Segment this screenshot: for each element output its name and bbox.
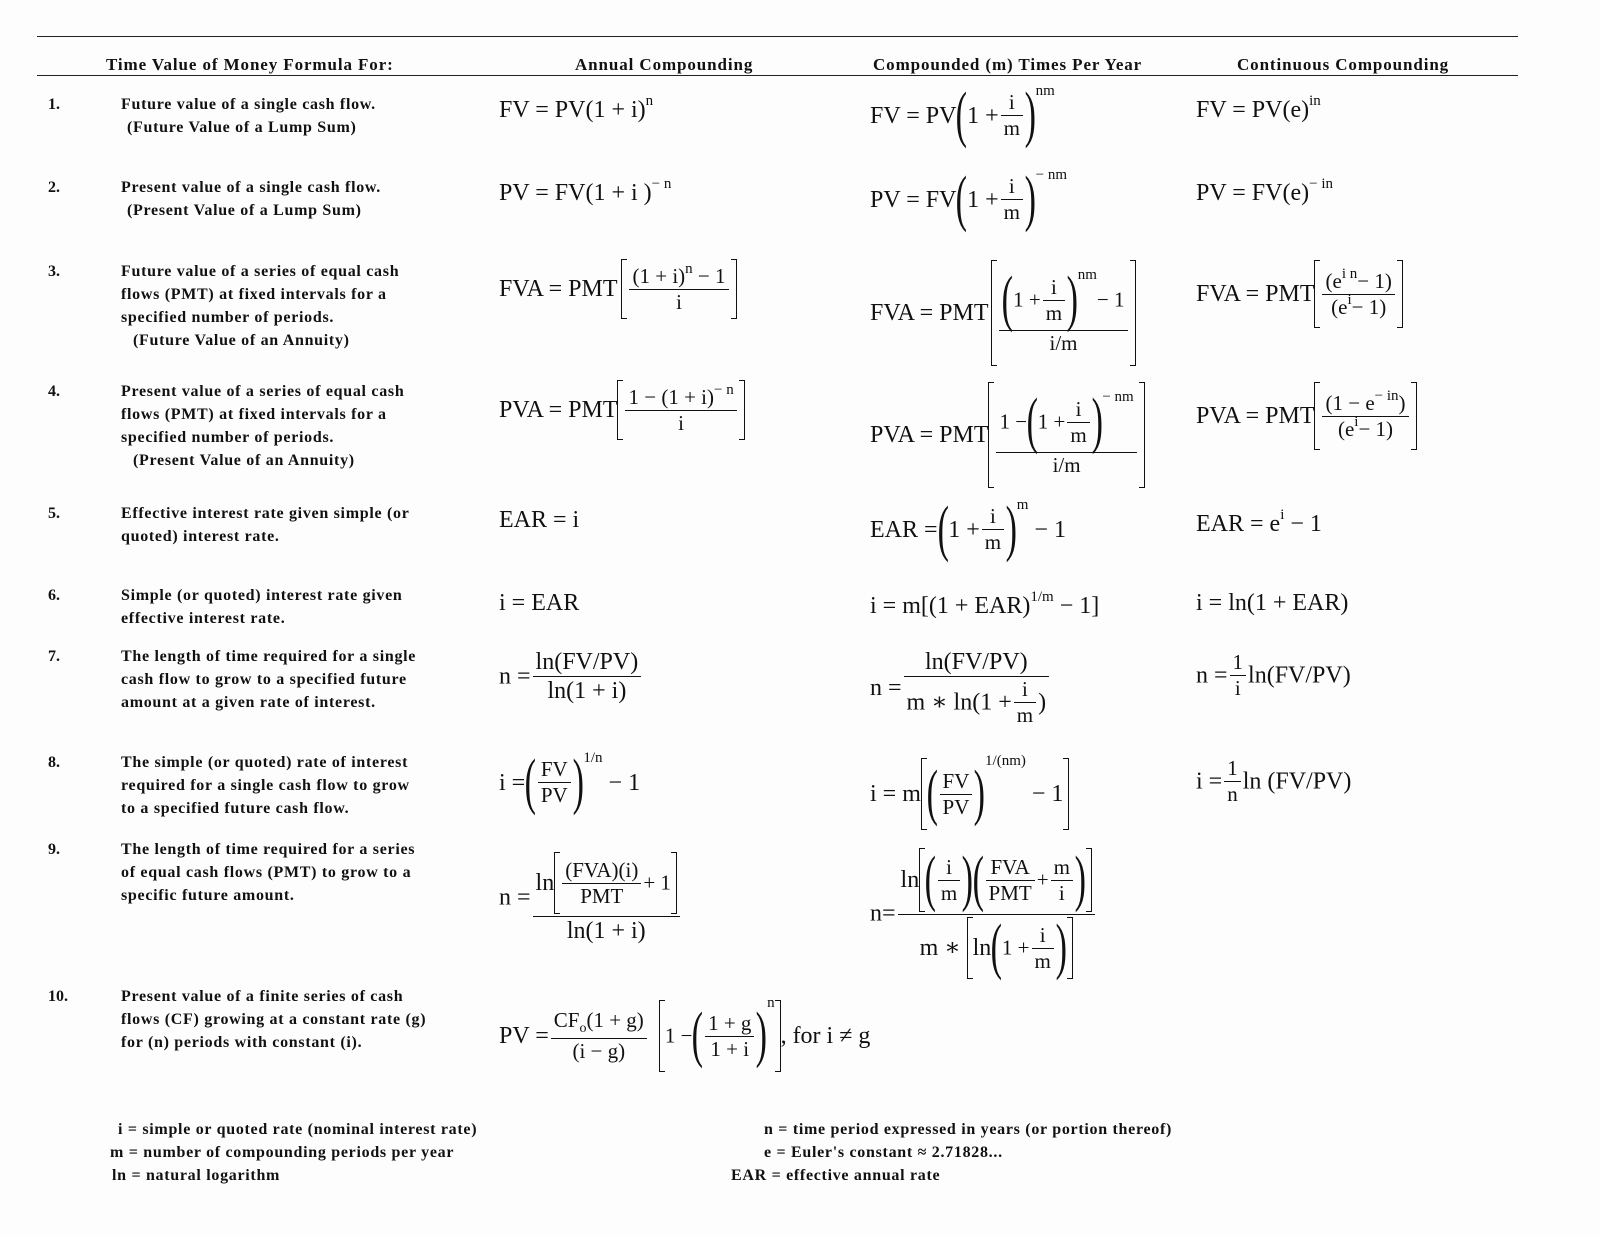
formula-annual: EAR = i	[499, 507, 580, 533]
row-description: Effective interest rate given simple (or quoted) interest rate.	[121, 505, 410, 545]
row-number: 8.	[48, 754, 60, 771]
legend-e: e = Euler's constant ≈ 2.71828...	[764, 1144, 1003, 1161]
legend-n: n = time period expressed in years (or portion thereof)	[764, 1121, 1173, 1138]
header-rule	[37, 75, 1518, 76]
formula-continuous: EAR = $e^i - 1$	[1196, 507, 1322, 537]
formula-annual: i = EAR	[499, 590, 580, 616]
formula-continuous: PV = $FV(e)^{- in}$	[1196, 176, 1333, 206]
formula-m-times: i = m[(1 + EAR)$^{1/m}$ − 1]	[870, 589, 1100, 619]
formula-m-times: PV = FV(1 + $\frac{i}{m}$ )$^{- nm}$	[870, 165, 1068, 233]
row-description: Present value of a single cash flow. (Present Value of a Lump Sum)	[121, 179, 382, 219]
legend-ln: ln = natural logarithm	[112, 1167, 281, 1184]
header-annual: Annual Compounding	[575, 55, 754, 74]
row-number: 1.	[48, 96, 60, 113]
row-description: Future value of a series of equal cash flows (PMT) at fixed intervals for a specified number of periods. (Future Value of an Annuity)	[121, 263, 400, 349]
legend-m: m = number of compounding periods per year	[110, 1144, 455, 1161]
row-number: 7.	[48, 648, 60, 665]
formula-annual: FV = $PV(1 + i)^n$	[499, 93, 654, 123]
formula-continuous: PVA = PMT $\frac{(1 - e^{- in})}{(e^i- 1)}$	[1196, 382, 1417, 450]
row-description: The length of time required for a series of equal cash flows (PMT) to grow to a specific future amount.	[121, 841, 416, 904]
formula-annual: i =( $\frac{FV}{PV}$ )$^{1/n}$ − 1	[499, 748, 641, 816]
formula-annual: PV = $\frac{CF_o(1 + g)}{(i - g)}$ 1 −( $\frac{1 + g}{1 + i}$ )$^n$, for i ≠ g	[499, 1000, 870, 1072]
header-formula-for: Time Value of Money Formula For:	[106, 55, 394, 74]
formula-m-times: PVA = PMT 1 −(1 + $\frac{i}{m}$ )$^{- nm}$ i/m	[870, 382, 1145, 488]
formula-m-times: EAR =(1 + $\frac{i}{m}$ )$^m$ − 1	[870, 495, 1066, 563]
row-description: Future value of a single cash flow. (Future Value of a Lump Sum)	[121, 96, 376, 136]
header-m-times: Compounded (m) Times Per Year	[873, 55, 1143, 74]
row-number: 2.	[48, 179, 60, 196]
row-description: Present value of a finite series of cash flows (CF) growing at a constant rate (g) for (n) periods with constant (i).	[121, 988, 427, 1051]
legend-i: i = simple or quoted rate (nominal interest rate)	[118, 1121, 478, 1138]
formula-m-times: i = m( $\frac{FV}{PV}$ )$^{1/(nm)}$ − 1	[870, 758, 1069, 830]
row-description: The length of time required for a single cash flow to grow to a specified future amount at a given rate of interest.	[121, 648, 417, 711]
header-continuous: Continuous Compounding	[1237, 55, 1450, 74]
row-number: 3.	[48, 263, 60, 280]
formula-annual: n = $\frac{\ln(FV/PV)}{\ln(1 + i)}$	[499, 650, 643, 703]
formula-annual: n = ln $\frac{\text{(FVA)(i)}}{\text{PMT}}$ + 1 ln(1 + i)	[499, 852, 682, 943]
legend-ear: EAR = effective annual rate	[731, 1167, 941, 1184]
formula-m-times: FVA = PMT (1 + $\frac{i}{m}$ )$^{nm}$− 1 i/m	[870, 260, 1136, 366]
top-rule	[37, 36, 1518, 37]
formula-continuous: FVA = PMT $\frac{(e^{i n}- 1)}{(e^i- 1)}$	[1196, 260, 1403, 328]
formula-annual: PVA = PMT $\frac{1 - (1 + i)^{- n}}{i}$	[499, 380, 745, 440]
row-description: Simple (or quoted) interest rate given effective interest rate.	[121, 587, 403, 627]
row-number: 6.	[48, 587, 60, 604]
row-number: 10.	[48, 988, 68, 1005]
formula-m-times: n= ln( $\frac{i}{m}$ )( $\frac{\text{FVA}}{\text{PMT}}$ + $\frac{m}{i}$ ) m ∗ ln(1 + $\frac{i}{m}$ )	[870, 848, 1097, 979]
formula-m-times: FV = PV(1 + $\frac{i}{m}$ )$^{nm}$	[870, 81, 1055, 149]
formula-continuous: i = $\frac{1}{n}$ ln (FV/PV)	[1196, 756, 1352, 806]
formula-annual: FVA = PMT $\frac{(1 + i)^n - 1}{i}$	[499, 259, 737, 319]
formula-annual: PV = FV(1 + i )$^{- n}$	[499, 176, 672, 206]
row-description: Present value of a series of equal cash flows (PMT) at fixed intervals for a specified number of periods. (Present Value of an Annuity)	[121, 383, 405, 469]
row-number: 9.	[48, 841, 60, 858]
row-description: The simple (or quoted) rate of interest required for a single cash flow to grow to a specified future cash flow.	[121, 754, 410, 817]
formula-continuous: FV = $PV(e)^{in}$	[1196, 93, 1321, 123]
formula-m-times: n = ln(FV/PV) m ∗ ln(1 + $\frac{i}{m}$ )	[870, 650, 1051, 726]
formula-continuous: n = $\frac{1}{i}$ ln(FV/PV)	[1196, 650, 1351, 700]
row-number: 4.	[48, 383, 60, 400]
formula-continuous: i = ln(1 + EAR)	[1196, 590, 1349, 616]
row-number: 5.	[48, 505, 60, 522]
